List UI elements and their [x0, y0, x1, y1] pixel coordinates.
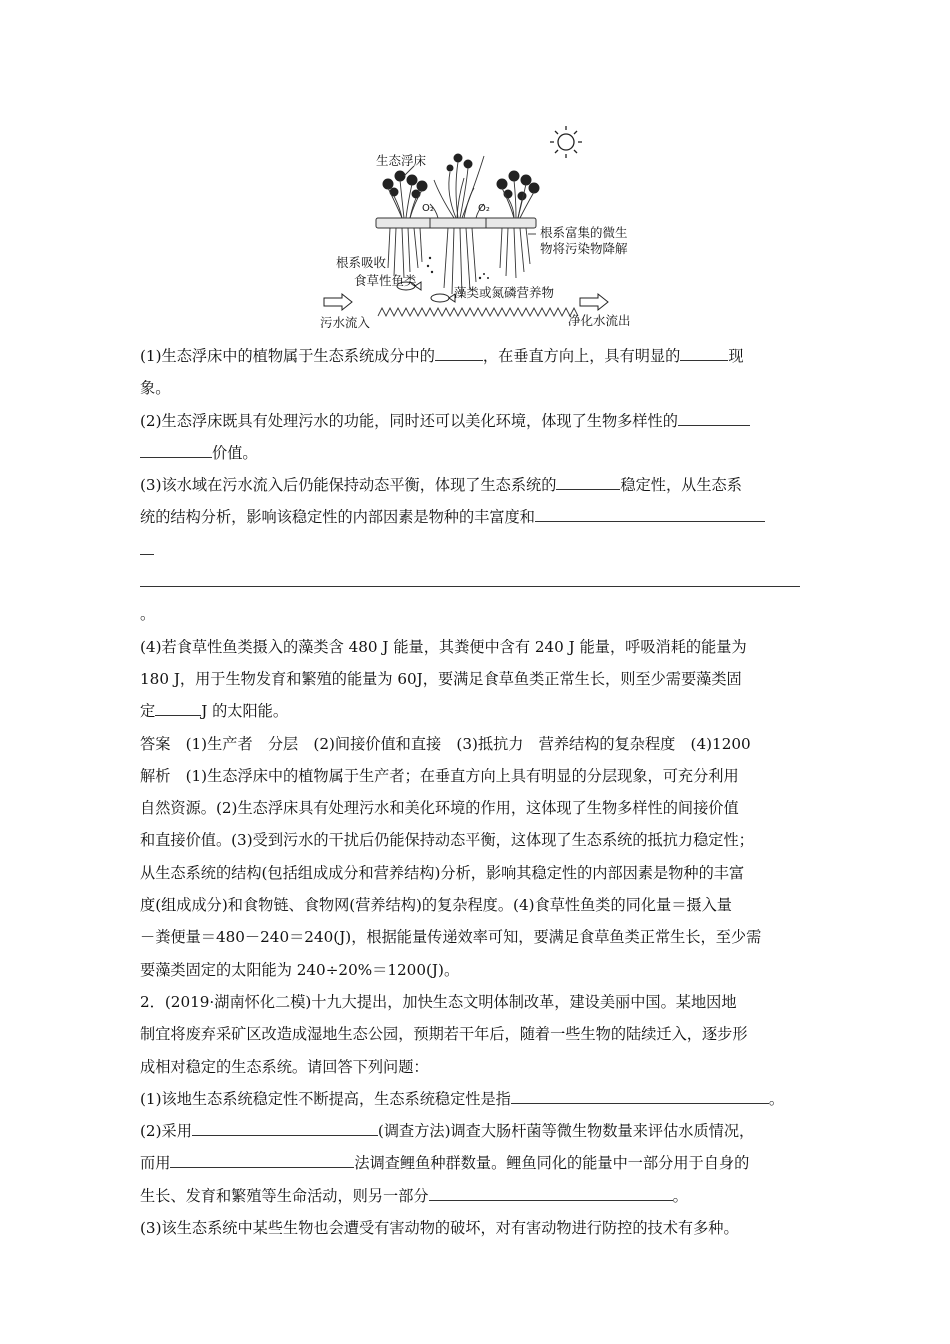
label-float-bed: 生态浮床 [376, 153, 427, 168]
q2-part2-line-3: 生长、发育和繁殖等生命活动，则另一部分 。 [140, 1186, 688, 1205]
answer-blank[interactable] [535, 507, 765, 522]
answer-blank[interactable] [511, 1089, 769, 1104]
analysis-line: －粪便量＝480－240＝240(J)，根据能量传递效率可知，要满足食草鱼类正常生长，至少需 [140, 928, 762, 947]
answer-blank[interactable] [429, 1186, 673, 1201]
analysis-line: 要藻类固定的太阳能为 240÷20%＝1200(J)。 [140, 960, 460, 979]
q3-line-3 [140, 534, 820, 566]
answer-line: 答案 (1)生产者 分层 (2)间接价值和直接 (3)抵抗力 营养结构的复杂程度 (4)1200 [140, 734, 751, 753]
analysis-line: 解析 (1)生态浮床中的植物属于生产者；在垂直方向上具有明显的分层现象，可充分利用 [140, 766, 739, 785]
answer-blank[interactable] [556, 475, 620, 490]
analysis-line: 和直接价值。(3)受到污水的干扰后仍能保持动态平衡，这体现了生态系统的抵抗力稳定性； [140, 831, 754, 850]
label-inflow: 污水流入 [320, 315, 371, 330]
label-o2-left: O₂ [422, 203, 434, 214]
label-algae-nutrients: 藻类或氮磷营养物 [454, 285, 555, 300]
sun-icon [550, 126, 582, 158]
q2-part3-line: (3)该生态系统中某些生物也会遭受有害动物的破坏，对有害动物进行防控的技术有多种。 [140, 1219, 739, 1238]
label-root-microbe-1: 根系富集的微生 [540, 225, 628, 240]
answer-blank[interactable] [155, 701, 201, 716]
q4-line-2: 180 J，用于生物发育和繁殖的能量为 60J，要满足食草鱼类正常生长，则至少需要藻类固 [140, 669, 742, 688]
q2-intro-line: 成相对稳定的生态系统。请回答下列问题： [140, 1057, 429, 1076]
label-o2-right: O₂ [478, 203, 490, 214]
q1-line-1: (1)生态浮床中的植物属于生态系统成分中的 ，在垂直方向上，具有明显的 现 [140, 347, 744, 365]
answer-blank[interactable] [192, 1121, 378, 1136]
answer-blank[interactable] [140, 540, 154, 555]
q1-line-2: 象。 [140, 379, 171, 398]
q3-line-4 [140, 566, 820, 598]
answer-blank[interactable] [680, 346, 728, 361]
q2-intro-line: 制宜将废弃采矿区改造成湿地生态公园，预期若干年后，随着一些生物的陆续迁入，逐步形 [140, 1025, 748, 1044]
q3-line-1: (3)该水域在污水流入后仍能保持动态平衡，体现了生态系统的 稳定性，从生态系 [140, 476, 742, 495]
label-herbivore-fish: 食草性鱼类 [354, 273, 417, 288]
q3-line-2: 统的结构分析，影响该稳定性的内部因素是物种的丰富度和 [140, 501, 820, 533]
label-root-microbe-2: 物将污染物降解 [540, 241, 628, 256]
answer-blank[interactable] [140, 443, 212, 458]
answer-blank[interactable] [678, 411, 750, 426]
q2-intro-line: 2．(2019·湖南怀化二模)十九大提出，加快生态文明体制改革，建设美丽中国。某地因地 [140, 992, 737, 1011]
q2-line-2: 价值。 [140, 437, 820, 469]
label-outflow: 净化水流出 [568, 313, 631, 328]
answer-blank[interactable] [435, 346, 483, 361]
answer-blank[interactable] [170, 1153, 354, 1168]
q2-line-1: (2)生态浮床既具有处理污水的功能，同时还可以美化环境，体现了生物多样性的 [140, 405, 820, 437]
analysis-line: 从生态系统的结构(包括组成成分和营养结构)分析，影响其稳定性的内部因素是物种的丰富 [140, 863, 745, 882]
q4-line-3: 定 J 的太阳能。 [140, 702, 289, 721]
label-root-absorb: 根系吸收 [336, 255, 387, 270]
q2-part1-line: (1)该地生态系统稳定性不断提高，生态系统稳定性是指 。 [140, 1089, 785, 1108]
question-body [140, 340, 820, 1244]
q2-part2-line-2: 而用 法调查鲤鱼种群数量。鲤鱼同化的能量中一部分用于自身的 [140, 1154, 750, 1173]
q4-line-1: (4)若食草性鱼类摄入的藻类含 480 J 能量，其粪便中含有 240 J 能量，呼吸消耗的能量为 [140, 637, 747, 656]
q3-line-5: 。 [140, 605, 156, 624]
analysis-line: 自然资源。(2)生态浮床具有处理污水和美化环境的作用，这体现了生物多样性的间接价值 [140, 799, 739, 818]
analysis-line: 度(组成成分)和食物链、食物网(营养结构)的复杂程度。(4)食草性鱼类的同化量＝摄入量 [140, 896, 732, 915]
ecological-float-bed-figure [318, 118, 638, 336]
q2-part2-line-1: (2)采用 (调查方法)调查大肠杆菌等微生物数量来评估水质情况， [140, 1122, 755, 1141]
answer-blank[interactable] [140, 572, 800, 587]
